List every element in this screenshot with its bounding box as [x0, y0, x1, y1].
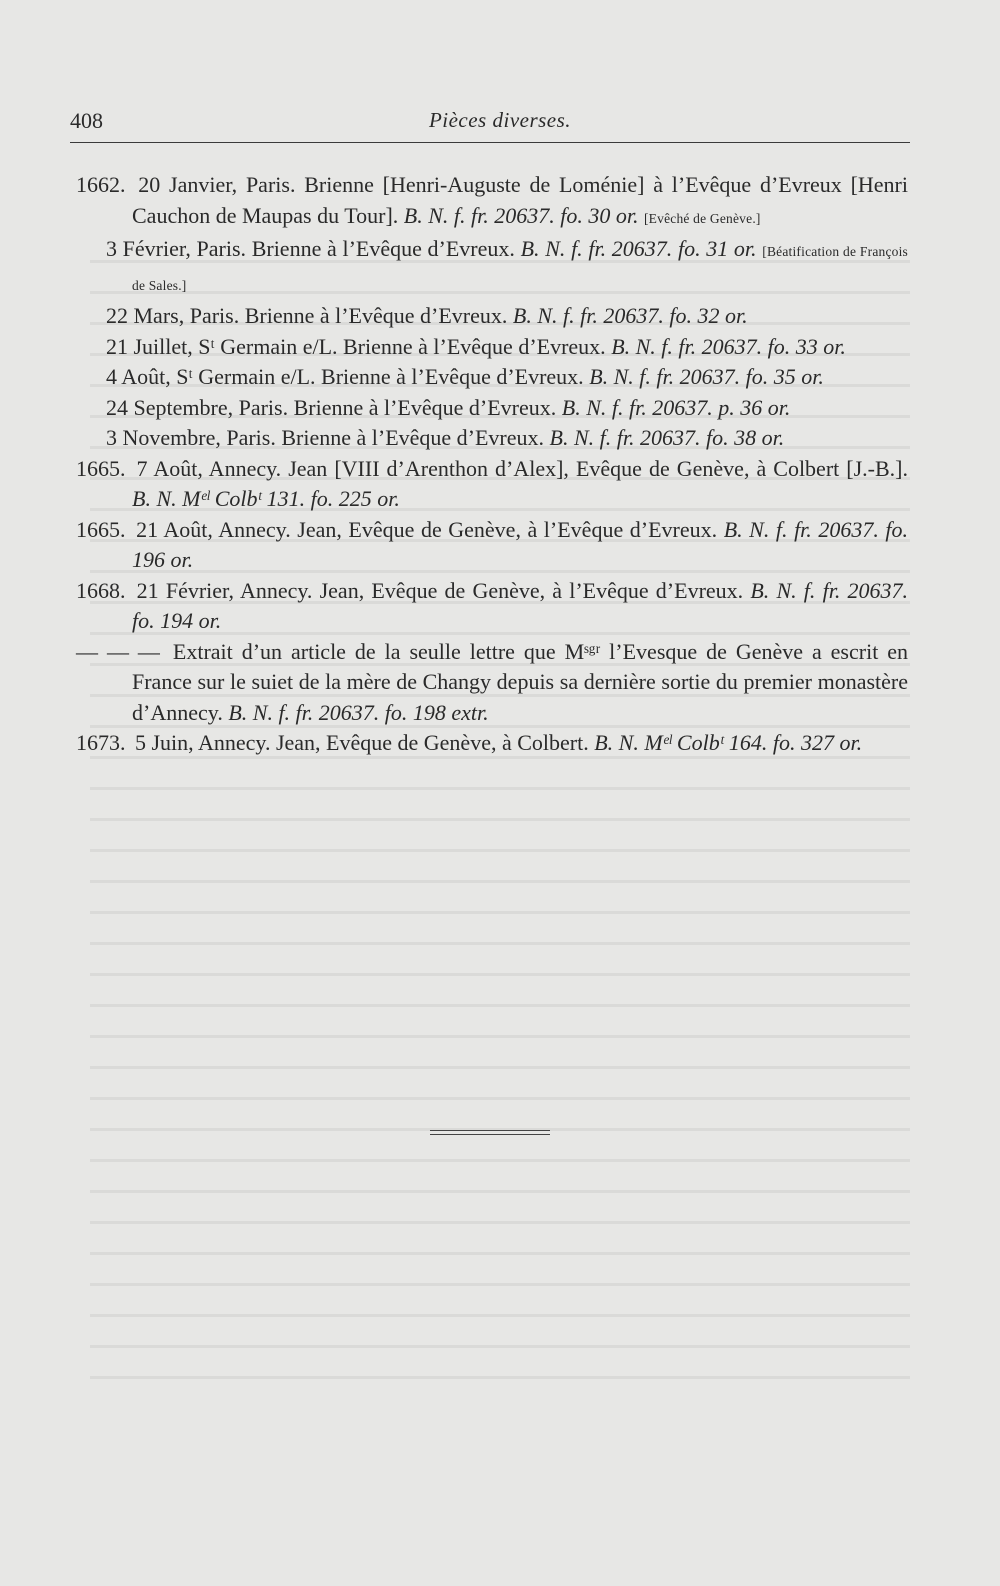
entry-year: 1673.	[76, 730, 126, 755]
entry	[76, 576, 908, 637]
entry-reference: B. N. f. fr. 20637. fo. 198 extr.	[228, 699, 489, 725]
entry	[76, 728, 908, 759]
end-rule	[430, 1134, 550, 1135]
entry-year: 1662.	[76, 172, 126, 197]
entry	[76, 637, 908, 729]
entry-text: 20 Janvier, Paris. Brienne [Henri-Auguste de Loménie] à l’Evêque d’Evreux [Henri Cauchon de Maupas du Tour].	[132, 172, 908, 228]
entry-year: 1668.	[76, 577, 126, 603]
entry	[76, 454, 908, 515]
entry-text: Extrait d’un article de la seulle lettre que Mˢᵍʳ l’Evesque de Genève a escrit en France sur le suiet de la mère de Changy depuis sa dernière sortie du premier monastère d’Annecy.	[132, 638, 909, 725]
running-title: Pièces diverses.	[428, 108, 572, 132]
entry	[76, 332, 908, 363]
entry-text: 21 Juillet, Sᵗ Germain e/L. Brienne à l’Evêque d’Evreux.	[106, 333, 606, 359]
entry-text: 5 Juin, Annecy. Jean, Evêque de Genève, à Colbert.	[135, 730, 589, 755]
entry-reference: B. N. f. fr. 20637. fo. 196 or.	[132, 516, 909, 572]
entry	[76, 362, 908, 393]
entry-text: 22 Mars, Paris. Brienne à l’Evêque d’Evreux.	[106, 303, 508, 328]
entry-reference: B. N. f. fr. 20637. p. 36 or.	[561, 394, 791, 420]
entry-year: — — —	[76, 638, 160, 664]
entry-reference: B. N. f. fr. 20637. fo. 35 or.	[589, 364, 824, 389]
entry-year: 1665.	[76, 455, 126, 481]
entry	[76, 393, 908, 424]
end-rule	[430, 1130, 550, 1131]
entry-reference: B. N. f. fr. 20637. fo. 38 or.	[549, 425, 785, 450]
entry	[76, 301, 908, 332]
entry-reference: B. N. f. fr. 20637. fo. 194 or.	[132, 577, 908, 633]
entry-year: 1665.	[76, 516, 126, 542]
entry	[76, 170, 908, 234]
entry	[76, 423, 908, 454]
entry-text: 4 Août, Sᵗ Germain e/L. Brienne à l’Evêque d’Evreux.	[106, 364, 584, 389]
entry-text: 21 Février, Annecy. Jean, Evêque de Genève, à l’Evêque d’Evreux.	[136, 577, 744, 603]
entry-text: 3 Février, Paris. Brienne à l’Evêque d’Evreux.	[106, 236, 515, 261]
entry-reference: B. N. f. fr. 20637. fo. 30 or.	[403, 202, 639, 228]
entry-list	[76, 170, 908, 759]
entry-text: 21 Août, Annecy. Jean, Evêque de Genève, à l’Evêque d’Evreux.	[136, 516, 718, 542]
header-rule	[70, 142, 910, 143]
entry-reference: B. N. f. fr. 20637. fo. 32 or.	[512, 303, 748, 328]
entry-reference: B. N. Mᵉˡ Colbᵗ 131. fo. 225 or.	[132, 486, 400, 511]
entry-text: 3 Novembre, Paris. Brienne à l’Evêque d’Evreux.	[106, 425, 545, 450]
entry-reference: B. N. f. fr. 20637. fo. 33 or.	[611, 333, 846, 359]
entry-reference: B. N. f. fr. 20637. fo. 31 or.	[520, 236, 757, 261]
entry-reference: B. N. Mᵉˡ Colbᵗ 164. fo. 327 or.	[594, 730, 863, 755]
entry	[76, 234, 908, 301]
entry	[76, 515, 908, 576]
entry-note: [Béatification de François de Sales.]	[132, 244, 909, 293]
entry-text: 24 Septembre, Paris. Brienne à l’Evêque d’Evreux.	[106, 394, 557, 420]
page-number: 408	[70, 108, 103, 133]
entry-text: 7 Août, Annecy. Jean [VIII d’Arenthon d’Alex], Evêque de Genève, à Colbert [J.-B.].	[136, 455, 909, 481]
entry-note: [Evêché de Genève.]	[643, 210, 761, 226]
